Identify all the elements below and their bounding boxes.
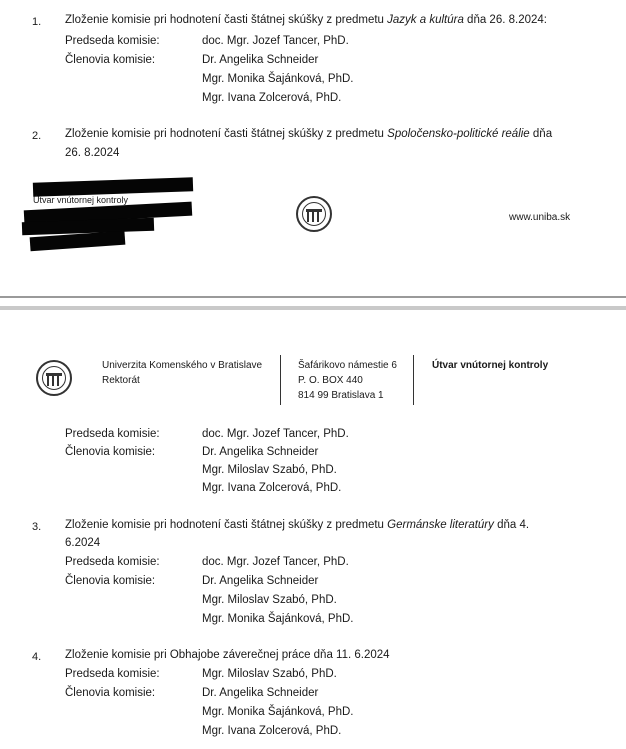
page-break — [0, 286, 626, 322]
heading-text: Zloženie komisie pri hodnotení časti štátnej skúšky z predmetu — [65, 128, 388, 140]
member-name: Dr. Angelika Schneider — [202, 446, 319, 458]
office-name: Rektorát — [102, 375, 140, 386]
heading-date-continued: 6.2024 — [65, 537, 101, 549]
item-number: 4. — [32, 651, 42, 663]
members-label: Členovia komisie: — [65, 575, 156, 587]
address-line: 814 99 Bratislava 1 — [298, 390, 384, 401]
member-name: Mgr. Ivana Zolcerová, PhD. — [202, 482, 342, 494]
member-name: Dr. Angelika Schneider — [202, 687, 319, 699]
footer-unit: Útvar vnútornej kontroly — [33, 195, 129, 205]
page-edge — [0, 296, 626, 298]
heading-date: dňa — [529, 128, 553, 140]
heading-date: dňa 4. — [493, 519, 530, 531]
divider — [280, 355, 281, 405]
chair-label: Predseda komisie: — [65, 668, 160, 680]
item-heading — [65, 519, 529, 531]
item-heading — [65, 14, 547, 26]
chair-label: Predseda komisie: — [65, 428, 160, 440]
member-name: Dr. Angelika Schneider — [202, 575, 319, 587]
unit-name: Útvar vnútornej kontroly — [432, 360, 549, 371]
website-link: www.uniba.sk — [509, 212, 571, 223]
subject-name: Jazyk a kultúra — [387, 14, 464, 26]
member-name: Mgr. Monika Šajánková, PhD. — [202, 706, 354, 718]
members-label: Členovia komisie: — [65, 687, 156, 699]
chair-name: doc. Mgr. Jozef Tancer, PhD. — [202, 35, 349, 47]
divider — [413, 355, 414, 405]
member-name: Mgr. Ivana Zolcerová, PhD. — [202, 725, 342, 737]
subject-name: Germánske literatúry — [387, 519, 494, 531]
item-heading — [65, 128, 552, 140]
heading-text: Zloženie komisie pri hodnotení časti štátnej skúšky z predmetu — [65, 14, 388, 26]
chair-label: Predseda komisie: — [65, 556, 160, 568]
address-line: Šafárikovo námestie 6 — [298, 360, 397, 371]
chair-name: doc. Mgr. Jozef Tancer, PhD. — [202, 556, 349, 568]
chair-label: Predseda komisie: — [65, 35, 160, 47]
member-name: Mgr. Monika Šajánková, PhD. — [202, 613, 354, 625]
member-name: Dr. Angelika Schneider — [202, 54, 319, 66]
university-seal-icon — [296, 196, 332, 232]
chair-name: doc. Mgr. Jozef Tancer, PhD. — [202, 428, 349, 440]
member-name: Mgr. Ivana Zolcerová, PhD. — [202, 92, 342, 104]
members-label: Členovia komisie: — [65, 446, 156, 458]
item-heading: Zloženie komisie pri Obhajobe záverečnej práce dňa 11. 6.2024 — [65, 649, 390, 661]
item-number: 1. — [32, 16, 42, 28]
heading-text: Zloženie komisie pri hodnotení časti štátnej skúšky z predmetu — [65, 519, 388, 531]
university-name: Univerzita Komenského v Bratislave — [102, 360, 263, 371]
chair-name: Mgr. Miloslav Szabó, PhD. — [202, 668, 337, 680]
members-label: Členovia komisie: — [65, 54, 156, 66]
member-name: Mgr. Miloslav Szabó, PhD. — [202, 464, 337, 476]
page-edge — [0, 306, 626, 310]
item-number: 2. — [32, 130, 42, 142]
member-name: Mgr. Monika Šajánková, PhD. — [202, 73, 354, 85]
university-seal-icon — [36, 360, 72, 396]
heading-date-continued: 26. 8.2024 — [65, 147, 120, 159]
heading-date: dňa 26. 8.2024: — [463, 14, 547, 26]
subject-name: Spoločensko-politické reálie — [387, 128, 530, 140]
item-number: 3. — [32, 521, 42, 533]
redaction-bar — [33, 177, 193, 197]
address-line: P. O. BOX 440 — [298, 375, 363, 386]
member-name: Mgr. Miloslav Szabó, PhD. — [202, 594, 337, 606]
